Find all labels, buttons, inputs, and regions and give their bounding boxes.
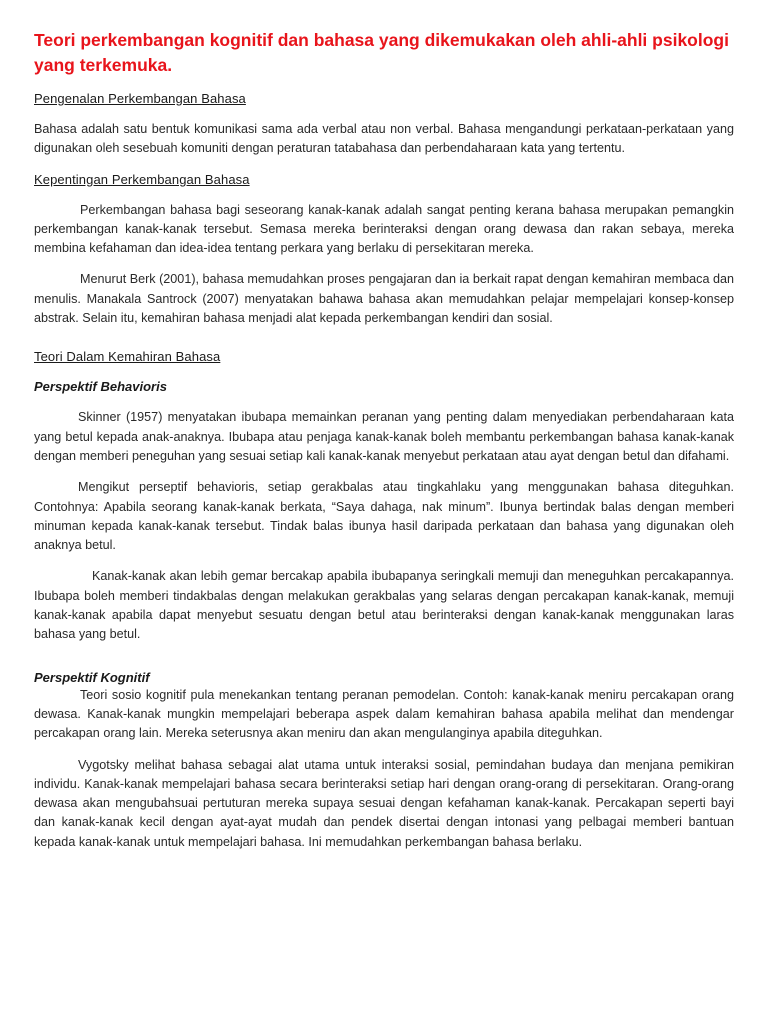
paragraph-kognitif-1: Teori sosio kognitif pula menekankan tentang peranan pemodelan. Contoh: kanak-kanak meniru percakapan orang dewasa. Kanak-kanak mungkin mempelajari beberapa aspek dalam kemahiran bahasa apabila melihat dan mendengar percakapan orang lain. Mereka seterusnya akan meniru dan akan mengulanginya apabila diteguhkan.	[34, 687, 734, 741]
paragraph-behavioris-3: Kanak-kanak akan lebih gemar bercakap apabila ibubapanya seringkali memuji dan meneguhkan percakapannya. Ibubapa boleh memberi tindakbalas dengan melakukan gerakbalas yang selaras dengan percakapan kanak-kanak, memuji kanak-kanak apabila dapat menyebut sesuatu dengan betul atau berinteraksi dengan kanak-kanak menggunakan laras bahasa yang betul.	[34, 569, 734, 642]
section-heading-teori: Teori Dalam Kemahiran Bahasa	[34, 349, 221, 365]
section-heading-pengenalan: Pengenalan Perkembangan Bahasa	[34, 91, 246, 106]
paragraph-kepentingan-1: Perkembangan bahasa bagi seseorang kanak-kanak adalah sangat penting kerana bahasa merupakan pemangkin perkembangan kanak-kanak tersebut. Semasa mereka berinteraksi dengan orang dewasa dan rakan sebaya, mereka membina kefahaman dan idea-idea tentang perkara yang berlaku di persekitaran mereka.	[34, 202, 734, 256]
paragraph-behavioris-1: Skinner (1957) menyatakan ibubapa memainkan peranan yang penting dalam menyediakan perbendaharaan kata yang betul kepada anak-anaknya. Ibubapa atau penjaga kanak-kanak boleh membantu perkembangan bahasa kanak-kanak dengan memberi peneguhan yang sesuai setiap kali kanak-kanak menyebut perkataan atau ayat dengan betul dan difahami.	[34, 410, 734, 463]
paragraph-behavioris-2: Mengikut perseptif behavioris, setiap gerakbalas atau tingkahlaku yang menggunakan bahasa diteguhkan. Contohnya: Apabila seorang kanak-kanak berkata, “Saya dahaga, nak minum”. Ibunya bertindak balas dengan memberi minuman kepada kanak-kanak tersebut. Tindak balas ibunya hasil daripada perkataan dan bahasa yang digunakan oleh anaknya betul.	[34, 480, 734, 553]
subsection-heading-kognitif: Perspektif Kognitif	[34, 669, 150, 685]
section-heading-kepentingan: Kepentingan Perkembangan Bahasa	[34, 171, 250, 187]
paragraph-kepentingan-2: Menurut Berk (2001), bahasa memudahkan proses pengajaran dan ia berkait rapat dengan kemahiran membaca dan menulis. Manakala Santrock (2007) menyatakan bahawa bahasa akan memudahkan pelajar mempelajari konsep-konsep abstrak. Selain itu, kemahiran bahasa menjadi alat kepada perkembangan kendiri dan sosial.	[34, 272, 734, 326]
document-page	[34, 28, 734, 864]
paragraph-pengenalan-1: Bahasa adalah satu bentuk komunikasi sama ada verbal atau non verbal. Bahasa mengandungi perkataan-perkataan yang digunakan oleh sesebuah komuniti dengan peraturan tatabahasa dan perbendaharaan kata yang tertentu.	[34, 122, 734, 156]
document-title: Teori perkembangan kognitif dan bahasa yang dikemukakan oleh ahli-ahli psikologi yang terkemuka.	[34, 30, 729, 75]
paragraph-kognitif-2: Vygotsky melihat bahasa sebagai alat utama untuk interaksi sosial, pemindahan budaya dan menjana pemikiran individu. Kanak-kanak mempelajari bahasa secara berinteraksi setiap hari dengan orang-orang di persekitaran. Orang-orang dewasa akan mengubahsuai pertuturan mereka supaya sesuai dengan kefahaman kanak-kanak. Percakapan seperti bayi dan kanak-kanak kecil dengan ayat-ayat mudah dan pendek disertai dengan intonasi yang pelbagai memberi bantuan kepada kanak-kanak untuk mempelajari bahasa. Ini memudahkan perkembangan bahasa berlaku.	[34, 757, 734, 849]
subsection-heading-behavioris: Perspektif Behavioris	[34, 379, 167, 395]
